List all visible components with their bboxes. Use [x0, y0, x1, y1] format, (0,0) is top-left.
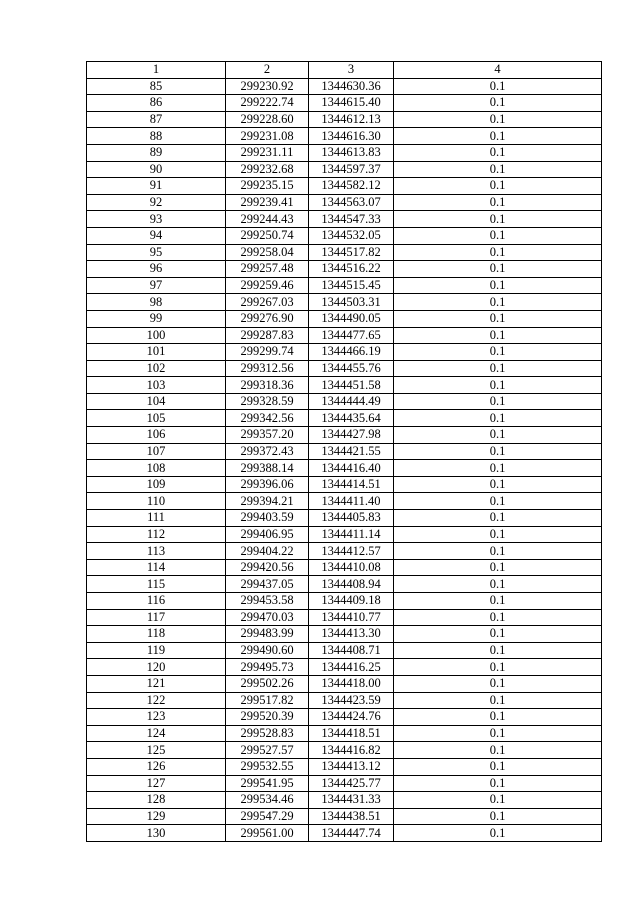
table-row: [87, 194, 602, 211]
y-coordinate-cell: 1344408.71: [309, 642, 394, 659]
error-cell: 0.1: [394, 725, 602, 742]
y-coordinate-cell: 1344532.05: [309, 227, 394, 244]
y-coordinate-cell: 1344582.12: [309, 178, 394, 195]
y-coordinate-cell: 1344424.76: [309, 709, 394, 726]
x-coordinate-cell: 299534.46: [226, 792, 309, 809]
y-coordinate-cell: 1344516.22: [309, 261, 394, 278]
point-number-cell: 100: [87, 327, 226, 344]
coordinates-table: [86, 61, 602, 842]
y-coordinate-cell: 1344517.82: [309, 244, 394, 261]
error-cell: 0.1: [394, 427, 602, 444]
x-coordinate-cell: 299318.36: [226, 377, 309, 394]
y-coordinate-cell: 1344630.36: [309, 78, 394, 95]
x-coordinate-cell: 299561.00: [226, 825, 309, 842]
error-cell: 0.1: [394, 410, 602, 427]
y-coordinate-cell: 1344613.83: [309, 144, 394, 161]
point-number-cell: 125: [87, 742, 226, 759]
table-row: [87, 427, 602, 444]
table-row: [87, 443, 602, 460]
error-cell: 0.1: [394, 194, 602, 211]
table-row: [87, 476, 602, 493]
x-coordinate-cell: 299495.73: [226, 659, 309, 676]
error-cell: 0.1: [394, 294, 602, 311]
error-cell: 0.1: [394, 493, 602, 510]
x-coordinate-cell: 299228.60: [226, 111, 309, 128]
table-row: [87, 626, 602, 643]
table-row: [87, 360, 602, 377]
table-row: [87, 460, 602, 477]
y-coordinate-cell: 1344421.55: [309, 443, 394, 460]
point-number-cell: 120: [87, 659, 226, 676]
x-coordinate-cell: 299437.05: [226, 576, 309, 593]
table-row: [87, 227, 602, 244]
table-row: [87, 609, 602, 626]
point-number-cell: 104: [87, 393, 226, 410]
point-number-cell: 118: [87, 626, 226, 643]
column-header-2: 2: [226, 62, 309, 79]
point-number-cell: 122: [87, 692, 226, 709]
y-coordinate-cell: 1344416.25: [309, 659, 394, 676]
x-coordinate-cell: 299502.26: [226, 675, 309, 692]
table-row: [87, 576, 602, 593]
point-number-cell: 98: [87, 294, 226, 311]
x-coordinate-cell: 299394.21: [226, 493, 309, 510]
table-row: [87, 344, 602, 361]
error-cell: 0.1: [394, 78, 602, 95]
y-coordinate-cell: 1344612.13: [309, 111, 394, 128]
x-coordinate-cell: 299244.43: [226, 211, 309, 228]
point-number-cell: 102: [87, 360, 226, 377]
table-row: [87, 111, 602, 128]
x-coordinate-cell: 299328.59: [226, 393, 309, 410]
point-number-cell: 95: [87, 244, 226, 261]
point-number-cell: 128: [87, 792, 226, 809]
x-coordinate-cell: 299276.90: [226, 310, 309, 327]
column-header-3: 3: [309, 62, 394, 79]
point-number-cell: 88: [87, 128, 226, 145]
error-cell: 0.1: [394, 692, 602, 709]
point-number-cell: 94: [87, 227, 226, 244]
table-row: [87, 593, 602, 610]
table-header-row: [87, 62, 602, 79]
point-number-cell: 86: [87, 95, 226, 112]
x-coordinate-cell: 299267.03: [226, 294, 309, 311]
x-coordinate-cell: 299547.29: [226, 808, 309, 825]
y-coordinate-cell: 1344563.07: [309, 194, 394, 211]
point-number-cell: 85: [87, 78, 226, 95]
point-number-cell: 105: [87, 410, 226, 427]
x-coordinate-cell: 299527.57: [226, 742, 309, 759]
y-coordinate-cell: 1344408.94: [309, 576, 394, 593]
y-coordinate-cell: 1344438.51: [309, 808, 394, 825]
error-cell: 0.1: [394, 792, 602, 809]
x-coordinate-cell: 299230.92: [226, 78, 309, 95]
x-coordinate-cell: 299453.58: [226, 593, 309, 610]
point-number-cell: 114: [87, 559, 226, 576]
point-number-cell: 106: [87, 427, 226, 444]
y-coordinate-cell: 1344405.83: [309, 510, 394, 527]
column-header-4: 4: [394, 62, 602, 79]
table-row: [87, 144, 602, 161]
table-row: [87, 792, 602, 809]
error-cell: 0.1: [394, 128, 602, 145]
table-body: [87, 78, 602, 841]
column-header-1: 1: [87, 62, 226, 79]
y-coordinate-cell: 1344413.12: [309, 758, 394, 775]
error-cell: 0.1: [394, 95, 602, 112]
error-cell: 0.1: [394, 476, 602, 493]
error-cell: 0.1: [394, 161, 602, 178]
table-row: [87, 244, 602, 261]
x-coordinate-cell: 299532.55: [226, 758, 309, 775]
error-cell: 0.1: [394, 277, 602, 294]
error-cell: 0.1: [394, 211, 602, 228]
x-coordinate-cell: 299231.08: [226, 128, 309, 145]
error-cell: 0.1: [394, 327, 602, 344]
table-row: [87, 559, 602, 576]
point-number-cell: 90: [87, 161, 226, 178]
x-coordinate-cell: 299470.03: [226, 609, 309, 626]
y-coordinate-cell: 1344515.45: [309, 277, 394, 294]
table-row: [87, 78, 602, 95]
point-number-cell: 111: [87, 510, 226, 527]
point-number-cell: 112: [87, 526, 226, 543]
point-number-cell: 124: [87, 725, 226, 742]
error-cell: 0.1: [394, 460, 602, 477]
error-cell: 0.1: [394, 344, 602, 361]
point-number-cell: 121: [87, 675, 226, 692]
point-number-cell: 123: [87, 709, 226, 726]
error-cell: 0.1: [394, 510, 602, 527]
x-coordinate-cell: 299490.60: [226, 642, 309, 659]
table-row: [87, 709, 602, 726]
point-number-cell: 119: [87, 642, 226, 659]
error-cell: 0.1: [394, 393, 602, 410]
error-cell: 0.1: [394, 443, 602, 460]
y-coordinate-cell: 1344435.64: [309, 410, 394, 427]
y-coordinate-cell: 1344416.82: [309, 742, 394, 759]
y-coordinate-cell: 1344409.18: [309, 593, 394, 610]
point-number-cell: 109: [87, 476, 226, 493]
error-cell: 0.1: [394, 377, 602, 394]
table-row: [87, 659, 602, 676]
x-coordinate-cell: 299299.74: [226, 344, 309, 361]
y-coordinate-cell: 1344616.30: [309, 128, 394, 145]
x-coordinate-cell: 299403.59: [226, 510, 309, 527]
y-coordinate-cell: 1344418.00: [309, 675, 394, 692]
table-row: [87, 692, 602, 709]
point-number-cell: 129: [87, 808, 226, 825]
error-cell: 0.1: [394, 626, 602, 643]
point-number-cell: 127: [87, 775, 226, 792]
x-coordinate-cell: 299541.95: [226, 775, 309, 792]
table-row: [87, 825, 602, 842]
error-cell: 0.1: [394, 526, 602, 543]
x-coordinate-cell: 299312.56: [226, 360, 309, 377]
table-row: [87, 277, 602, 294]
x-coordinate-cell: 299483.99: [226, 626, 309, 643]
table-row: [87, 410, 602, 427]
x-coordinate-cell: 299287.83: [226, 327, 309, 344]
y-coordinate-cell: 1344477.65: [309, 327, 394, 344]
x-coordinate-cell: 299404.22: [226, 543, 309, 560]
table-row: [87, 725, 602, 742]
point-number-cell: 103: [87, 377, 226, 394]
table-row: [87, 128, 602, 145]
error-cell: 0.1: [394, 609, 602, 626]
x-coordinate-cell: 299372.43: [226, 443, 309, 460]
y-coordinate-cell: 1344466.19: [309, 344, 394, 361]
table-row: [87, 758, 602, 775]
x-coordinate-cell: 299235.15: [226, 178, 309, 195]
x-coordinate-cell: 299342.56: [226, 410, 309, 427]
table-row: [87, 526, 602, 543]
error-cell: 0.1: [394, 576, 602, 593]
error-cell: 0.1: [394, 742, 602, 759]
y-coordinate-cell: 1344455.76: [309, 360, 394, 377]
point-number-cell: 117: [87, 609, 226, 626]
error-cell: 0.1: [394, 543, 602, 560]
error-cell: 0.1: [394, 808, 602, 825]
point-number-cell: 126: [87, 758, 226, 775]
x-coordinate-cell: 299420.56: [226, 559, 309, 576]
error-cell: 0.1: [394, 709, 602, 726]
x-coordinate-cell: 299520.39: [226, 709, 309, 726]
error-cell: 0.1: [394, 758, 602, 775]
table-row: [87, 510, 602, 527]
y-coordinate-cell: 1344427.98: [309, 427, 394, 444]
table-row: [87, 775, 602, 792]
table-row: [87, 211, 602, 228]
table-row: [87, 675, 602, 692]
x-coordinate-cell: 299257.48: [226, 261, 309, 278]
point-number-cell: 99: [87, 310, 226, 327]
table-row: [87, 310, 602, 327]
error-cell: 0.1: [394, 825, 602, 842]
y-coordinate-cell: 1344410.08: [309, 559, 394, 576]
x-coordinate-cell: 299396.06: [226, 476, 309, 493]
point-number-cell: 97: [87, 277, 226, 294]
error-cell: 0.1: [394, 144, 602, 161]
point-number-cell: 108: [87, 460, 226, 477]
x-coordinate-cell: 299250.74: [226, 227, 309, 244]
y-coordinate-cell: 1344411.40: [309, 493, 394, 510]
table-row: [87, 161, 602, 178]
table-row: [87, 493, 602, 510]
error-cell: 0.1: [394, 675, 602, 692]
point-number-cell: 115: [87, 576, 226, 593]
table-row: [87, 327, 602, 344]
y-coordinate-cell: 1344413.30: [309, 626, 394, 643]
table-row: [87, 377, 602, 394]
table-row: [87, 393, 602, 410]
point-number-cell: 110: [87, 493, 226, 510]
x-coordinate-cell: 299259.46: [226, 277, 309, 294]
y-coordinate-cell: 1344410.77: [309, 609, 394, 626]
y-coordinate-cell: 1344503.31: [309, 294, 394, 311]
y-coordinate-cell: 1344547.33: [309, 211, 394, 228]
point-number-cell: 113: [87, 543, 226, 560]
y-coordinate-cell: 1344451.58: [309, 377, 394, 394]
y-coordinate-cell: 1344411.14: [309, 526, 394, 543]
y-coordinate-cell: 1344615.40: [309, 95, 394, 112]
y-coordinate-cell: 1344490.05: [309, 310, 394, 327]
error-cell: 0.1: [394, 178, 602, 195]
error-cell: 0.1: [394, 310, 602, 327]
error-cell: 0.1: [394, 261, 602, 278]
y-coordinate-cell: 1344425.77: [309, 775, 394, 792]
error-cell: 0.1: [394, 244, 602, 261]
y-coordinate-cell: 1344418.51: [309, 725, 394, 742]
table-row: [87, 543, 602, 560]
point-number-cell: 91: [87, 178, 226, 195]
error-cell: 0.1: [394, 642, 602, 659]
table-row: [87, 178, 602, 195]
x-coordinate-cell: 299388.14: [226, 460, 309, 477]
table-header: [87, 62, 602, 79]
error-cell: 0.1: [394, 559, 602, 576]
point-number-cell: 96: [87, 261, 226, 278]
point-number-cell: 92: [87, 194, 226, 211]
y-coordinate-cell: 1344444.49: [309, 393, 394, 410]
x-coordinate-cell: 299239.41: [226, 194, 309, 211]
y-coordinate-cell: 1344412.57: [309, 543, 394, 560]
error-cell: 0.1: [394, 111, 602, 128]
point-number-cell: 87: [87, 111, 226, 128]
error-cell: 0.1: [394, 360, 602, 377]
x-coordinate-cell: 299232.68: [226, 161, 309, 178]
point-number-cell: 116: [87, 593, 226, 610]
point-number-cell: 89: [87, 144, 226, 161]
y-coordinate-cell: 1344431.33: [309, 792, 394, 809]
table-row: [87, 742, 602, 759]
error-cell: 0.1: [394, 659, 602, 676]
x-coordinate-cell: 299517.82: [226, 692, 309, 709]
error-cell: 0.1: [394, 593, 602, 610]
x-coordinate-cell: 299258.04: [226, 244, 309, 261]
point-number-cell: 130: [87, 825, 226, 842]
x-coordinate-cell: 299231.11: [226, 144, 309, 161]
x-coordinate-cell: 299222.74: [226, 95, 309, 112]
table-row: [87, 294, 602, 311]
error-cell: 0.1: [394, 227, 602, 244]
x-coordinate-cell: 299357.20: [226, 427, 309, 444]
y-coordinate-cell: 1344447.74: [309, 825, 394, 842]
y-coordinate-cell: 1344597.37: [309, 161, 394, 178]
table-row: [87, 261, 602, 278]
y-coordinate-cell: 1344416.40: [309, 460, 394, 477]
error-cell: 0.1: [394, 775, 602, 792]
point-number-cell: 93: [87, 211, 226, 228]
y-coordinate-cell: 1344423.59: [309, 692, 394, 709]
table-row: [87, 642, 602, 659]
y-coordinate-cell: 1344414.51: [309, 476, 394, 493]
table-row: [87, 95, 602, 112]
point-number-cell: 107: [87, 443, 226, 460]
point-number-cell: 101: [87, 344, 226, 361]
x-coordinate-cell: 299406.95: [226, 526, 309, 543]
table-row: [87, 808, 602, 825]
x-coordinate-cell: 299528.83: [226, 725, 309, 742]
